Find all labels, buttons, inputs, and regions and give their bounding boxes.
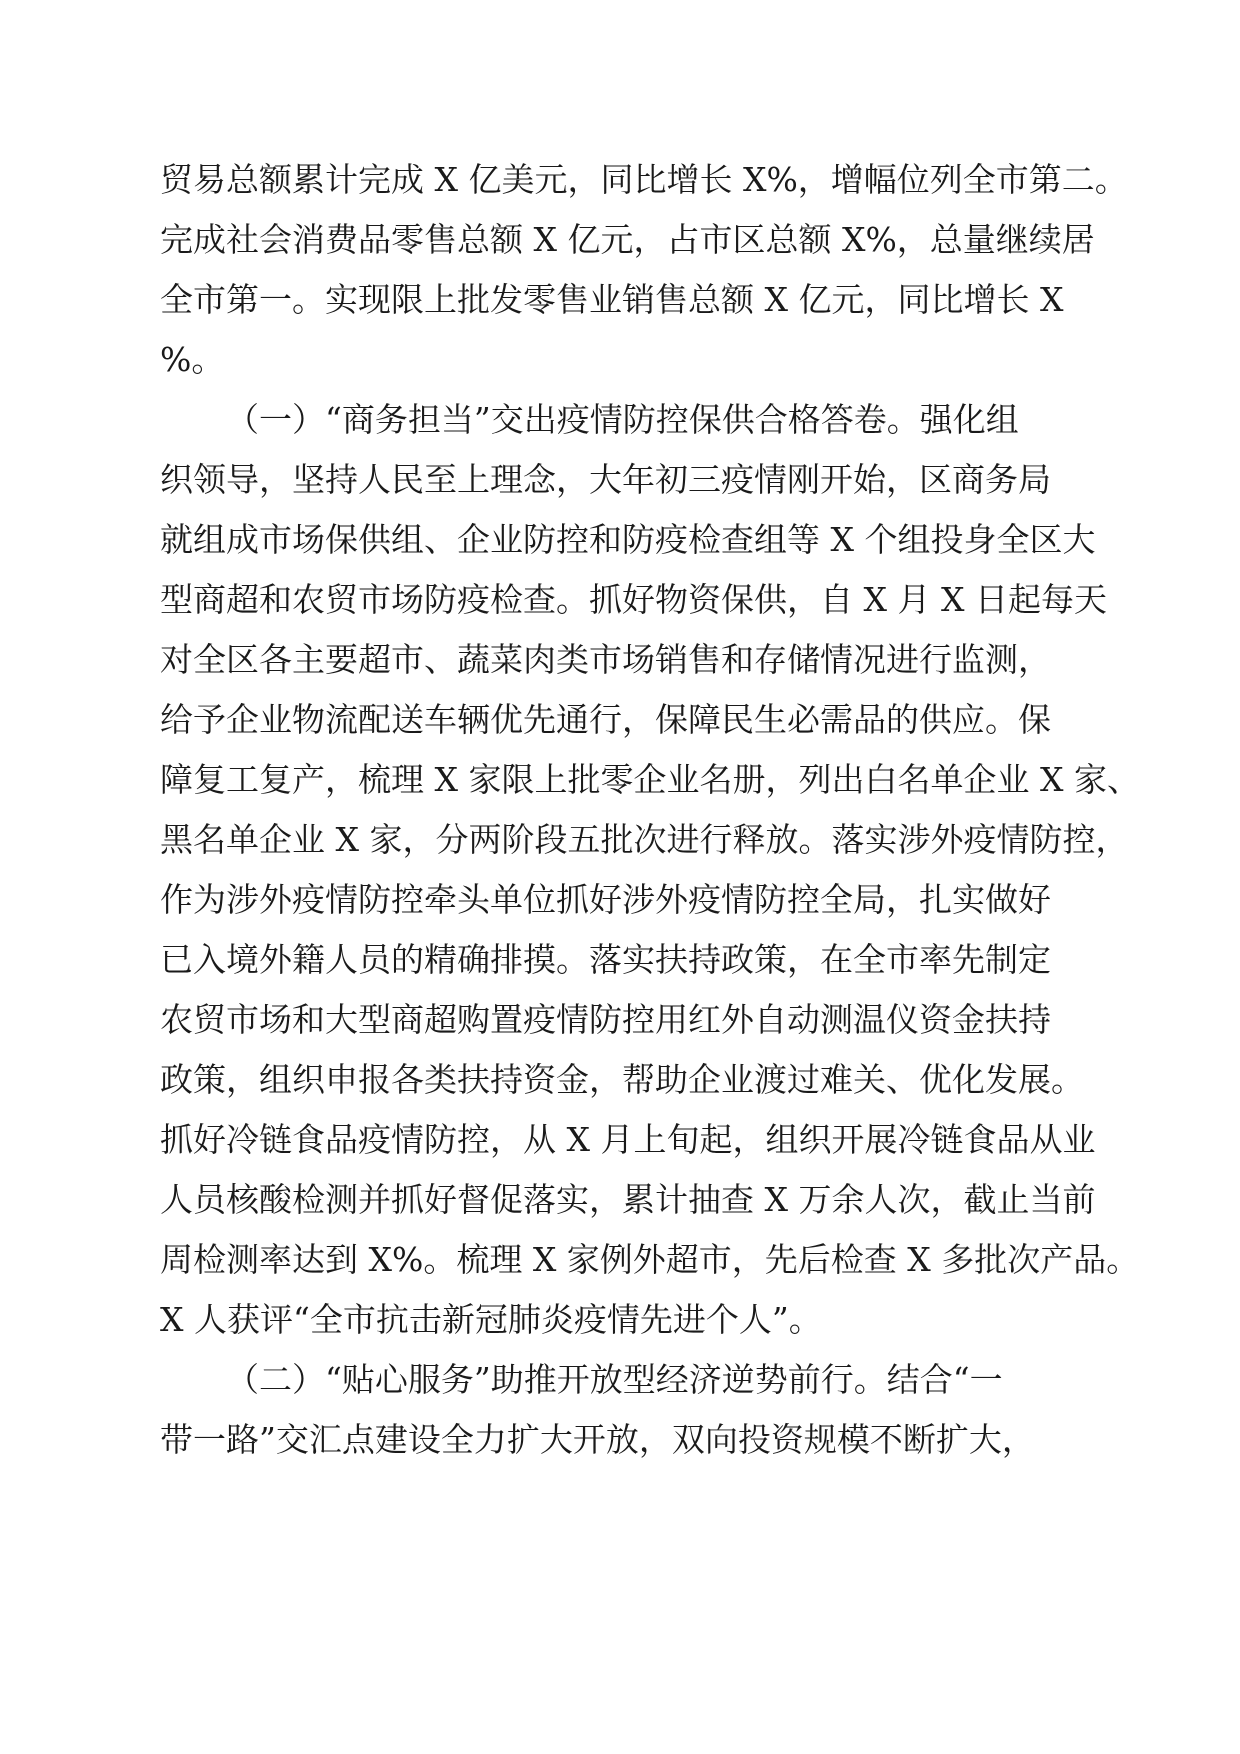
text-line: 带一路”交汇点建设全力扩大开放，双向投资规模不断扩大， bbox=[160, 1420, 1035, 1459]
text-line: 贸易总额累计完成 X 亿美元，同比增长 X%，增幅位列全市第二。 bbox=[160, 160, 1128, 199]
text-line: 型商超和农贸市场防疫检查。抓好物资保供，自 X 月 X 日起每天 bbox=[160, 580, 1107, 619]
text-line: 对全区各主要超市、蔬菜肉类市场销售和存储情况进行监测， bbox=[160, 640, 1051, 679]
text-line: 周检测率达到 X%。梳理 X 家例外超市，先后检查 X 多批次产品。 bbox=[160, 1240, 1140, 1279]
text-line: 作为涉外疫情防控牵头单位抓好涉外疫情防控全局，扎实做好 bbox=[160, 880, 1051, 919]
text-line: 织领导，坚持人民至上理念，大年初三疫情刚开始，区商务局 bbox=[160, 460, 1051, 499]
text-line: 给予企业物流配送车辆优先通行，保障民生必需品的供应。保 bbox=[160, 700, 1051, 739]
text-line: X 人获评“全市抗击新冠肺炎疫情先进个人”。 bbox=[160, 1300, 822, 1339]
text-line: 障复工复产，梳理 X 家限上批零企业名册，列出白名单企业 X 家、 bbox=[160, 760, 1140, 799]
paragraph-open-economy bbox=[160, 1350, 1100, 1470]
text-line: （一）“商务担当”交出疫情防控保供合格答卷。强化组 bbox=[226, 400, 1019, 439]
text-line: 就组成市场保供组、企业防控和防疫检查组等 X 个组投身全区大 bbox=[160, 520, 1096, 559]
text-line: %。 bbox=[160, 340, 225, 379]
paragraph-trade-summary bbox=[160, 150, 1128, 390]
text-line: 完成社会消费品零售总额 X 亿元，占市区总额 X%，总量继续居 bbox=[160, 220, 1095, 259]
text-line: （二）“贴心服务”助推开放型经济逆势前行。结合“一 bbox=[226, 1360, 1003, 1399]
text-line: 人员核酸检测并抓好督促落实，累计抽查 X 万余人次，截止当前 bbox=[160, 1180, 1096, 1219]
text-line: 抓好冷链食品疫情防控，从 X 月上旬起，组织开展冷链食品从业 bbox=[160, 1120, 1096, 1159]
text-line: 政策，组织申报各类扶持资金，帮助企业渡过难关、优化发展。 bbox=[160, 1060, 1084, 1099]
paragraph-epidemic-control bbox=[160, 390, 1140, 1350]
text-line: 已入境外籍人员的精确排摸。落实扶持政策，在全市率先制定 bbox=[160, 940, 1051, 979]
text-line: 全市第一。实现限上批发零售业销售总额 X 亿元，同比增长 X bbox=[160, 280, 1064, 319]
document-page bbox=[160, 150, 1140, 1470]
text-line: 农贸市场和大型商超购置疫情防控用红外自动测温仪资金扶持 bbox=[160, 1000, 1051, 1039]
text-line: 黑名单企业 X 家，分两阶段五批次进行释放。落实涉外疫情防控， bbox=[160, 820, 1129, 859]
